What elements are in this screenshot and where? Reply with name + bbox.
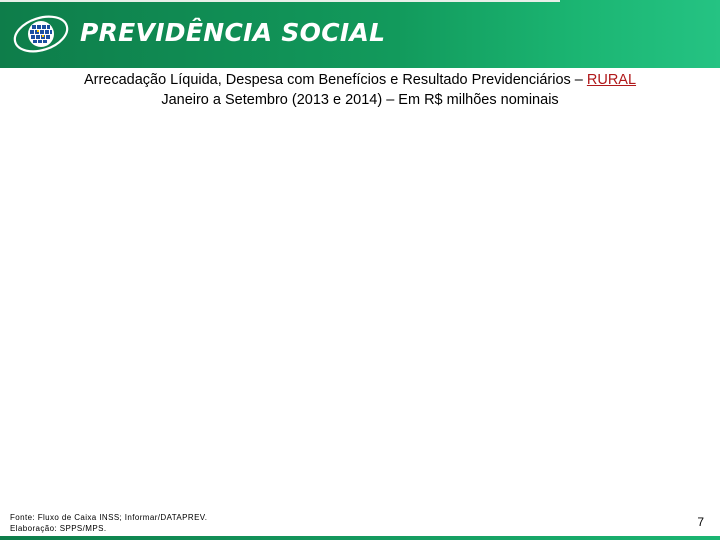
header-top-line <box>0 0 560 2</box>
page-number: 7 <box>697 515 704 529</box>
title-line-1-text: Arrecadação Líquida, Despesa com Benefícios e Resultado Previdenciários – <box>83 72 587 88</box>
header-bar <box>0 0 720 68</box>
title-highlight-rural: RURAL <box>586 72 637 88</box>
title-line-2: Janeiro a Setembro (2013 e 2014) – Em R$ milhões nominais <box>161 92 559 108</box>
brand-title: PREVIDÊNCIA SOCIAL <box>80 18 386 47</box>
title-line-1 <box>0 70 720 90</box>
slide-title <box>0 70 720 110</box>
footer-source-block <box>10 512 207 534</box>
prepared-by-note: Elaboração: SPPS/MPS. <box>10 524 107 533</box>
previdencia-logo-icon <box>12 14 70 54</box>
bottom-bar <box>0 536 720 540</box>
source-note: Fonte: Fluxo de Caixa INSS; Informar/DATAPREV. <box>10 513 208 522</box>
